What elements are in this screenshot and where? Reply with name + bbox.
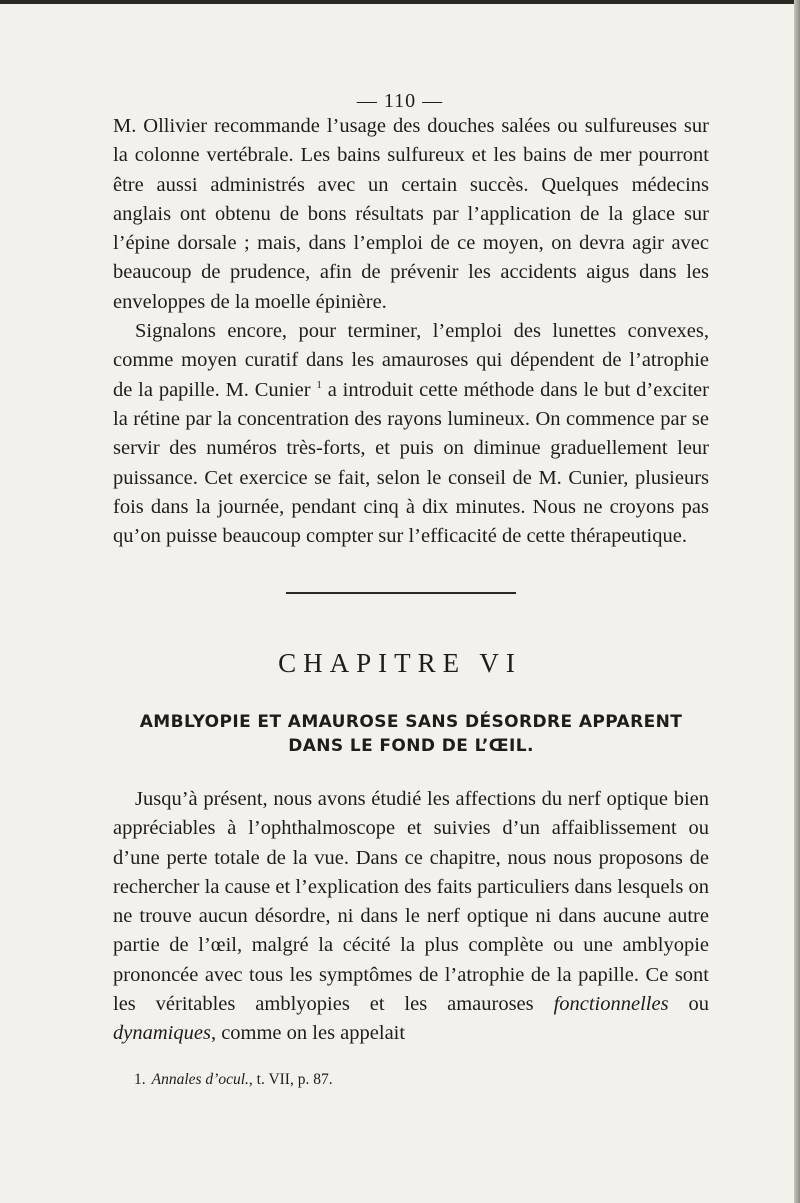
paragraph-text: M. Ollivier recommande l’usage des douches salées ou sulfureuses sur la colonne vertébrale. Les bains sulfureux et les bains de mer pourront être aussi administrés avec un certain succès. Quelques médecins anglais ont obtenu de bons résultats par l’application de la glace sur l’épine dorsale ; mais, dans l’emploi de ce moyen, on devra agir avec beaucoup de prudence, afin de prévenir les accidents aigus dans les enveloppes de la moelle épinière. (113, 115, 709, 313)
italic-term: fonctionnelles (553, 993, 669, 1016)
paragraph-text: Signalons encore, pour terminer, l’emploi des lunettes convexes, comme moyen curatif dans les amauroses qui dépendent de l’atrophie de la papille. M. Cunier (113, 320, 709, 401)
paragraph (113, 112, 709, 317)
chapter-separator-rule (286, 592, 516, 594)
footnote-number: 1. (134, 1071, 146, 1088)
paragraph-text: ou (668, 993, 709, 1016)
paragraph-text: , comme on les appelait (210, 1022, 406, 1045)
footnote-details: , t. VII, p. 87. (248, 1071, 333, 1088)
footnote-source: Annales d’ocul. (151, 1071, 249, 1088)
section-heading-line-2: DANS LE FOND DE L’ŒIL. (288, 736, 534, 756)
paragraph (113, 785, 709, 1049)
top-border-line (0, 0, 800, 4)
italic-term: dynamiques (113, 1022, 211, 1045)
page-edge-shadow (794, 0, 800, 1203)
page-number: — 110 — (356, 90, 444, 112)
section-heading-line-1: AMBLYOPIE ET AMAUROSE SANS DÉSORDRE APPARENT (139, 712, 683, 732)
paragraph-text: a introduit cette méthode dans le but d’exciter la rétine par la concentration des rayons lumineux. On commence par se servir des numéros très-forts, et puis on diminue graduellement leur puissance. Cet exercice se fait, selon le conseil de M. Cunier, plusieurs fois dans la journée, pendant cinq à dix minutes. Nous ne croyons pas qu’on puisse beaucoup compter sur l’efficacité de cette thérapeutique. (113, 378, 709, 548)
paragraph-text: Jusqu’à présent, nous avons étudié les affections du nerf optique bien appréciables à l’ophthalmoscope et suivies d’un affaiblissement ou d’une perte totale de la vue. Dans ce chapitre, nous nous proposons de rechercher la cause et l’explication des faits particuliers dans lesquels on ne trouve aucun désordre, ni dans le nerf optique ni dans aucune autre partie de l’œil, malgré la cécité la plus complète ou une amblyopie prononcée avec tous les symptômes de l’atrophie de la papille. Ce sont les véritables amblyopies et les amauroses (113, 788, 709, 1016)
text-block-top (113, 112, 709, 551)
paragraph (113, 317, 709, 551)
footnote-reference: 1 (316, 378, 322, 391)
section-heading (113, 710, 709, 758)
text-block-bottom (113, 785, 709, 1049)
chapter-title: CHAPITRE VI (278, 648, 522, 678)
footnote (134, 1071, 333, 1089)
